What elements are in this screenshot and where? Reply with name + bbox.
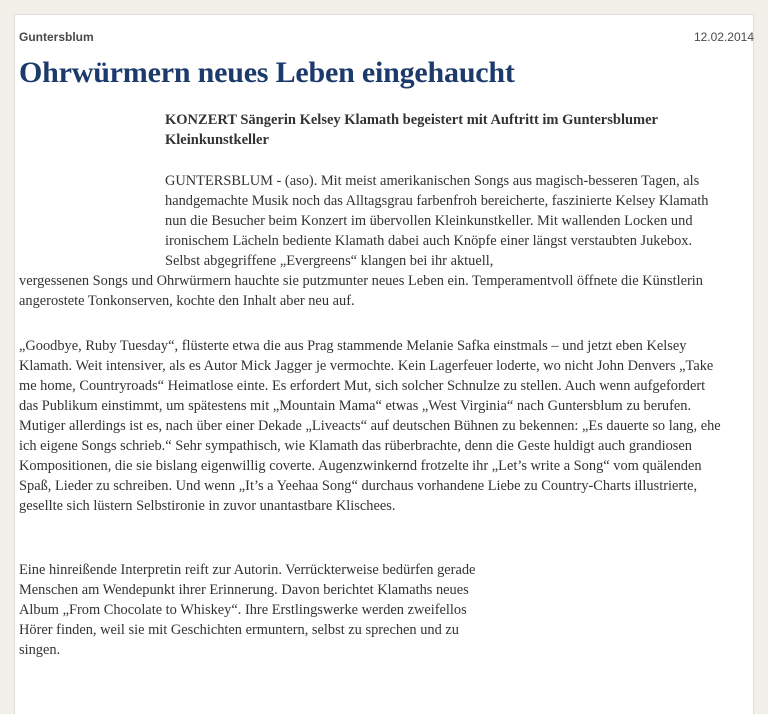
article-paragraph-1 (19, 171, 725, 311)
article-title: Ohrwürmern neues Leben eingehaucht (19, 56, 515, 89)
article-paragraph-1-rest: vergessenen Songs und Ohrwürmern hauchte sie putzmunter neues Leben ein. Temperamentvoll öffnete die Künstlerin angerostete Tonkonserven, kochte den Inhalt aber neu auf. (19, 273, 703, 309)
article-paragraph-1-indented: GUNTERSBLUM - (aso). Mit meist amerikanischen Songs aus magisch-besseren Tagen, als handgemachte Musik noch das Alltagsgrau farbenfroh bereicherte, faszinierte Kelsey Klamath nun die Besucher beim Konzert im übervollen Kleinkunstkeller. Mit wallenden Locken und ironischem Lächeln bediente Klamath dabei auch Knöpfe einer längst verstaubten Jukebox. Selbst abgegriffene „Evergreens“ klangen bei ihr aktuell, (165, 173, 709, 269)
article-date: 12.02.2014 (693, 30, 754, 44)
article-location: Guntersblum (19, 30, 94, 44)
article-paragraph-3: Eine hinreißende Interpretin reift zur Autorin. Verrückterweise bedürfen gerade Menschen am Wendepunkt ihrer Erinnerung. Davon berichtet Klamaths neues Album „From Chocolate to Whiskey“. Ihre Erstlingswerke werden zweifellos Hörer finden, weil sie mit Geschichten ermuntern, selbst zu sprechen und zu singen. (19, 562, 476, 658)
article-paragraph-2: „Goodbye, Ruby Tuesday“, flüsterte etwa die aus Prag stammende Melanie Safka einstmals – und jetzt eben Kelsey Klamath. Weit intensiver, als es Autor Mick Jagger je vermochte. Kein Lagerfeuer loderte, wo nicht John Denvers „Take me home, Countryroads“ Heimatlose einte. Es erfordert Mut, sich solcher Schnulze zu stellen. Auch wenn aufgefordert das Publikum einstimmt, um spätestens mit „Mountain Mama“ etwas „West Virginia“ nach Guntersblum zu berufen. Mutiger allerdings ist es, nach über einer Dekade „Liveacts“ auf deutschen Bühnen zu bekennen: „Es dauerte so lang, ehe ich eigene Songs schrieb.“ Sehr sympathisch, wie Klamath das rüberbrachte, denn die Geste huldigt auch grandiosen Kompositionen, die sie bislang eigenwillig coverte. Augenzwinkernd frotzelte ihr „Let’s write a Song“ vom quälenden Spaß, Lieder zu schreiben. Und wenn „It’s a Yeehaa Song“ durchaus vorhandene Liebe zu Country-Charts illustrierte, gesellte sich lüstern Selbstironie in zuvor unantastbare Klischees. (19, 338, 721, 514)
article-meta (19, 30, 754, 44)
article-lead: KONZERT Sängerin Kelsey Klamath begeistert mit Auftritt im Guntersblumer Kleinkunstkeller (165, 112, 658, 148)
